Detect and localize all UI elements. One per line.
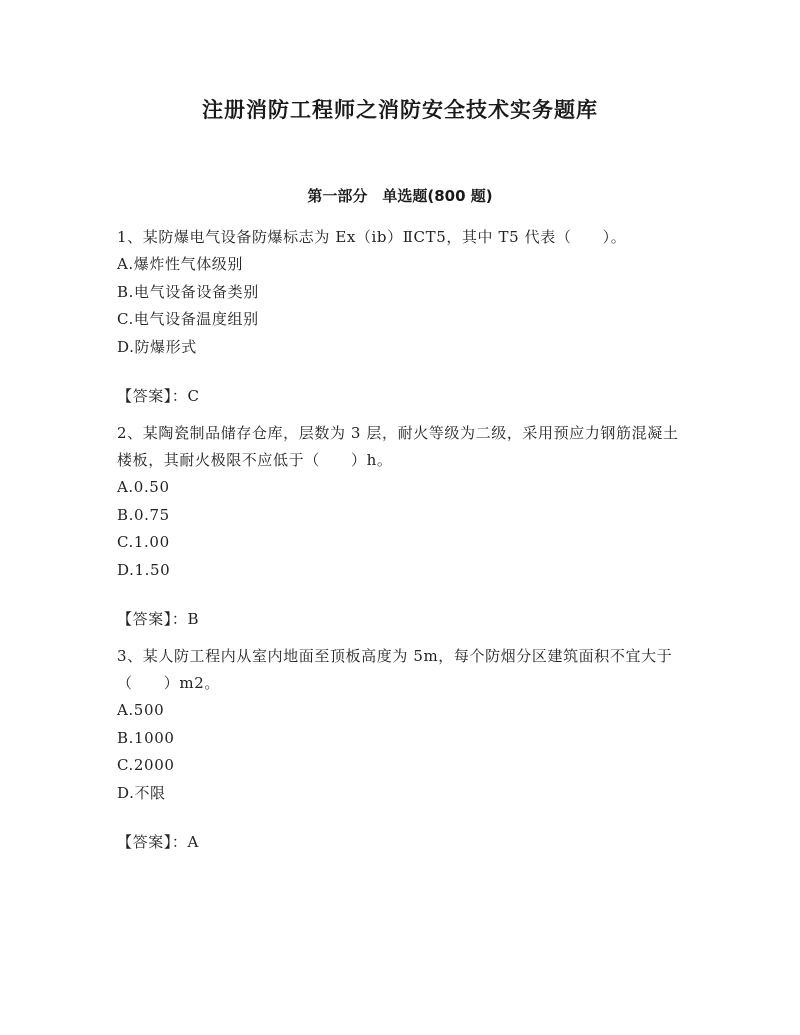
- answer-label: 【答案】：: [117, 610, 188, 628]
- question-stem: 3、某人防工程内从室内地面至顶板高度为 5m，每个防烟分区建筑面积不宜大于（ ）m2。: [117, 647, 673, 692]
- section-title: 第一部分 单选题(800 题): [307, 187, 493, 205]
- option-d: D.防爆形式: [117, 337, 197, 356]
- question-1: [117, 224, 687, 410]
- option-d: D.1.50: [117, 560, 171, 579]
- question-3: [117, 643, 687, 856]
- question-stem: 2、某陶瓷制品储存仓库，层数为 3 层，耐火等级为二级，采用预应力钢筋混凝土楼板，其耐火极限不应低于（ ）h。: [117, 424, 679, 469]
- option-a: A.0.50: [117, 478, 170, 496]
- option-c: C.电气设备温度组别: [117, 310, 259, 328]
- answer-label: 【答案】：: [117, 833, 188, 851]
- question-list: [117, 224, 687, 866]
- question-stem: 1、某防爆电气设备防爆标志为 Ex（ib）ⅡCT5，其中 T5 代表（ ）。: [117, 228, 627, 246]
- option-b: B.电气设备设备类别: [117, 282, 259, 301]
- answer-value: A: [187, 833, 199, 851]
- option-d: D.不限: [117, 783, 166, 802]
- document-title: 注册消防工程师之消防安全技术实务题库: [202, 98, 598, 122]
- answer-line: [117, 606, 687, 633]
- answer-value: B: [187, 610, 200, 628]
- answer-line: [117, 829, 687, 856]
- answer-value: C: [187, 387, 200, 405]
- option-b: B.0.75: [117, 505, 170, 524]
- option-c: C.1.00: [117, 533, 170, 551]
- answer-line: [117, 383, 687, 410]
- question-2: [117, 420, 687, 633]
- option-a: A.爆炸性气体级别: [117, 255, 244, 273]
- option-c: C.2000: [117, 756, 175, 774]
- answer-label: 【答案】：: [117, 387, 188, 405]
- option-a: A.500: [117, 701, 165, 719]
- option-b: B.1000: [117, 728, 175, 747]
